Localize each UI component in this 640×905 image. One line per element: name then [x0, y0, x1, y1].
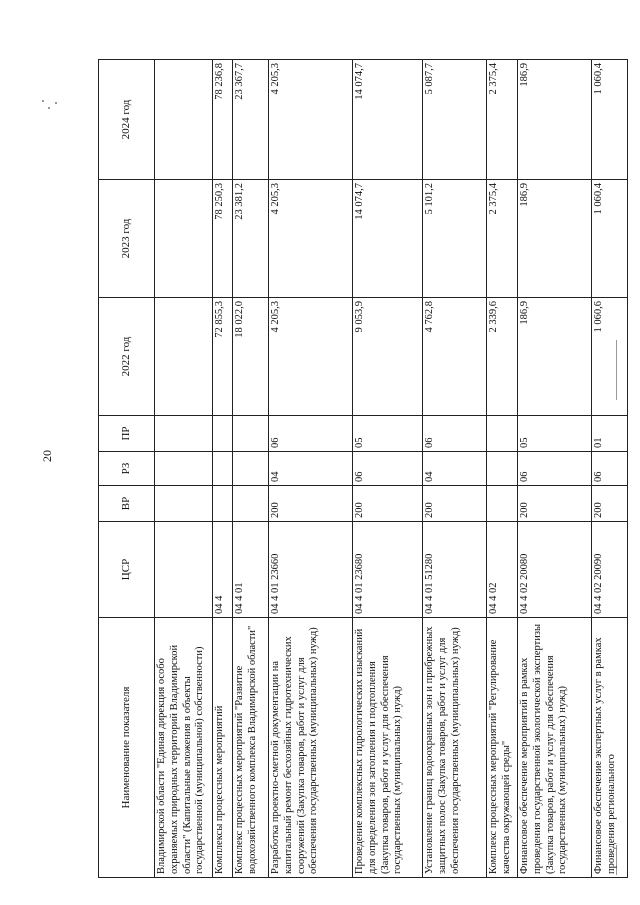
column-header-name: Наименование показателя: [99, 618, 155, 878]
row-pr: [155, 416, 213, 452]
row-pr: 06: [269, 416, 353, 452]
row-value-2022: 186,9: [518, 298, 592, 416]
row-name: Владимирской области "Единая дирекция особо охраняемых природных территорий Владимирской области" (Капитальные вложения в объекты государственной (муниципальной) собственности): [155, 618, 213, 878]
row-csr: 04 4 01 23680: [353, 522, 423, 618]
row-csr: 04 4 02 20090: [592, 522, 628, 618]
table-body: [155, 60, 628, 878]
row-value-2024: 186,9: [518, 60, 592, 180]
row-value-2024: [155, 60, 213, 180]
row-vr: 200: [269, 486, 353, 522]
column-header-vr: ВР: [99, 486, 155, 522]
row-rz: 04: [423, 452, 487, 486]
row-value-2023: 1 060,4: [592, 180, 628, 298]
table-row: [487, 60, 518, 878]
row-csr: 04 4 01 23660: [269, 522, 353, 618]
row-rz: [233, 452, 269, 486]
row-rz: 04: [269, 452, 353, 486]
budget-table: [98, 59, 628, 878]
row-value-2024: 2 375,4: [487, 60, 518, 180]
row-pr: 01: [592, 416, 628, 452]
row-rz: 06: [518, 452, 592, 486]
table-row: [592, 60, 628, 878]
row-value-2022: 4 205,3: [269, 298, 353, 416]
row-value-2023: 78 250,3: [213, 180, 233, 298]
row-pr: [487, 416, 518, 452]
row-value-2024: 1 060,4: [592, 60, 628, 180]
row-rz: [213, 452, 233, 486]
row-value-2024: 14 074,7: [353, 60, 423, 180]
row-name: Комплекс процессных мероприятий "Развитие водохозяйственного комплекса Владимирской области": [233, 618, 269, 878]
row-vr: [487, 486, 518, 522]
row-name: Проведение комплексных гидрологических изысканий для определения зон затопления и подтопления (Закупка товаров, работ и услуг для обеспечения государственных (муниципальных) нужд): [353, 618, 423, 878]
row-value-2023: [155, 180, 213, 298]
row-pr: 05: [353, 416, 423, 452]
table-row: [233, 60, 269, 878]
row-value-2023: 4 205,3: [269, 180, 353, 298]
row-csr: 04 4 02 20080: [518, 522, 592, 618]
row-pr: 06: [423, 416, 487, 452]
table-row: [155, 60, 213, 878]
row-rz: 06: [592, 452, 628, 486]
rotated-table-wrapper: [98, 60, 624, 878]
row-value-2022: [155, 298, 213, 416]
row-value-2024: 4 205,3: [269, 60, 353, 180]
row-value-2023: 14 074,7: [353, 180, 423, 298]
row-value-2022: 4 762,8: [423, 298, 487, 416]
row-vr: 200: [353, 486, 423, 522]
row-csr: 04 4 02: [487, 522, 518, 618]
table-row: [353, 60, 423, 878]
row-csr: [155, 522, 213, 618]
table-header-row: [99, 60, 155, 878]
row-vr: 200: [518, 486, 592, 522]
row-value-2024: 78 236,8: [213, 60, 233, 180]
row-value-2023: 186,9: [518, 180, 592, 298]
scan-artifact: [40, 98, 60, 112]
table-row: [423, 60, 487, 878]
row-value-2022: 72 855,3: [213, 298, 233, 416]
row-value-2022: 18 022,0: [233, 298, 269, 416]
column-header-2022: 2022 год: [99, 298, 155, 416]
row-csr: 04 4 01 51280: [423, 522, 487, 618]
column-header-2024: 2024 год: [99, 60, 155, 180]
row-rz: [487, 452, 518, 486]
row-name: Комплекс процессных мероприятий "Регулирование качества окружающей среды": [487, 618, 518, 878]
row-value-2024: 5 087,7: [423, 60, 487, 180]
row-vr: 200: [592, 486, 628, 522]
row-name: Финансовое обеспечение экспертных услуг в рамках проведения регионального: [592, 618, 628, 878]
row-value-2022: 2 339,6: [487, 298, 518, 416]
row-value-2023: 2 375,4: [487, 180, 518, 298]
row-value-2022: 1 060,6: [592, 298, 628, 416]
row-pr: [213, 416, 233, 452]
row-vr: 200: [423, 486, 487, 522]
row-csr: 04 4: [213, 522, 233, 618]
row-name: Разработка проектно-сметной документации на капитальный ремонт бесхозяйных гидротехнических сооружений (Закупка товаров, работ и услуг для обеспечения государственных (муниципальных) нужд): [269, 618, 353, 878]
row-name: Комплексы процессных мероприятий: [213, 618, 233, 878]
row-value-2022: 9 053,9: [353, 298, 423, 416]
table-row: [213, 60, 233, 878]
table-row: [269, 60, 353, 878]
row-vr: [213, 486, 233, 522]
row-pr: 05: [518, 416, 592, 452]
row-pr: [233, 416, 269, 452]
page-number: 20: [40, 450, 54, 462]
column-header-pr: ПР: [99, 416, 155, 452]
row-rz: [155, 452, 213, 486]
row-name: Финансовое обеспечение мероприятий в рамках проведения государственной экологической экспертизы (Закупка товаров, работ и услуг для обеспечения государственных (муниципальных) нужд): [518, 618, 592, 878]
row-vr: [155, 486, 213, 522]
row-name: Установление границ водоохранных зон и прибрежных защитных полос (Закупка товаров, работ и услуг для обеспечения государственных (муниципальных) нужд): [423, 618, 487, 878]
row-value-2023: 23 381,2: [233, 180, 269, 298]
column-header-rz: РЗ: [99, 452, 155, 486]
row-value-2023: 5 101,2: [423, 180, 487, 298]
row-vr: [233, 486, 269, 522]
row-rz: 06: [353, 452, 423, 486]
row-value-2024: 23 367,7: [233, 60, 269, 180]
column-header-csr: ЦСР: [99, 522, 155, 618]
table-row: [518, 60, 592, 878]
row-csr: 04 4 01: [233, 522, 269, 618]
column-header-2023: 2023 год: [99, 180, 155, 298]
